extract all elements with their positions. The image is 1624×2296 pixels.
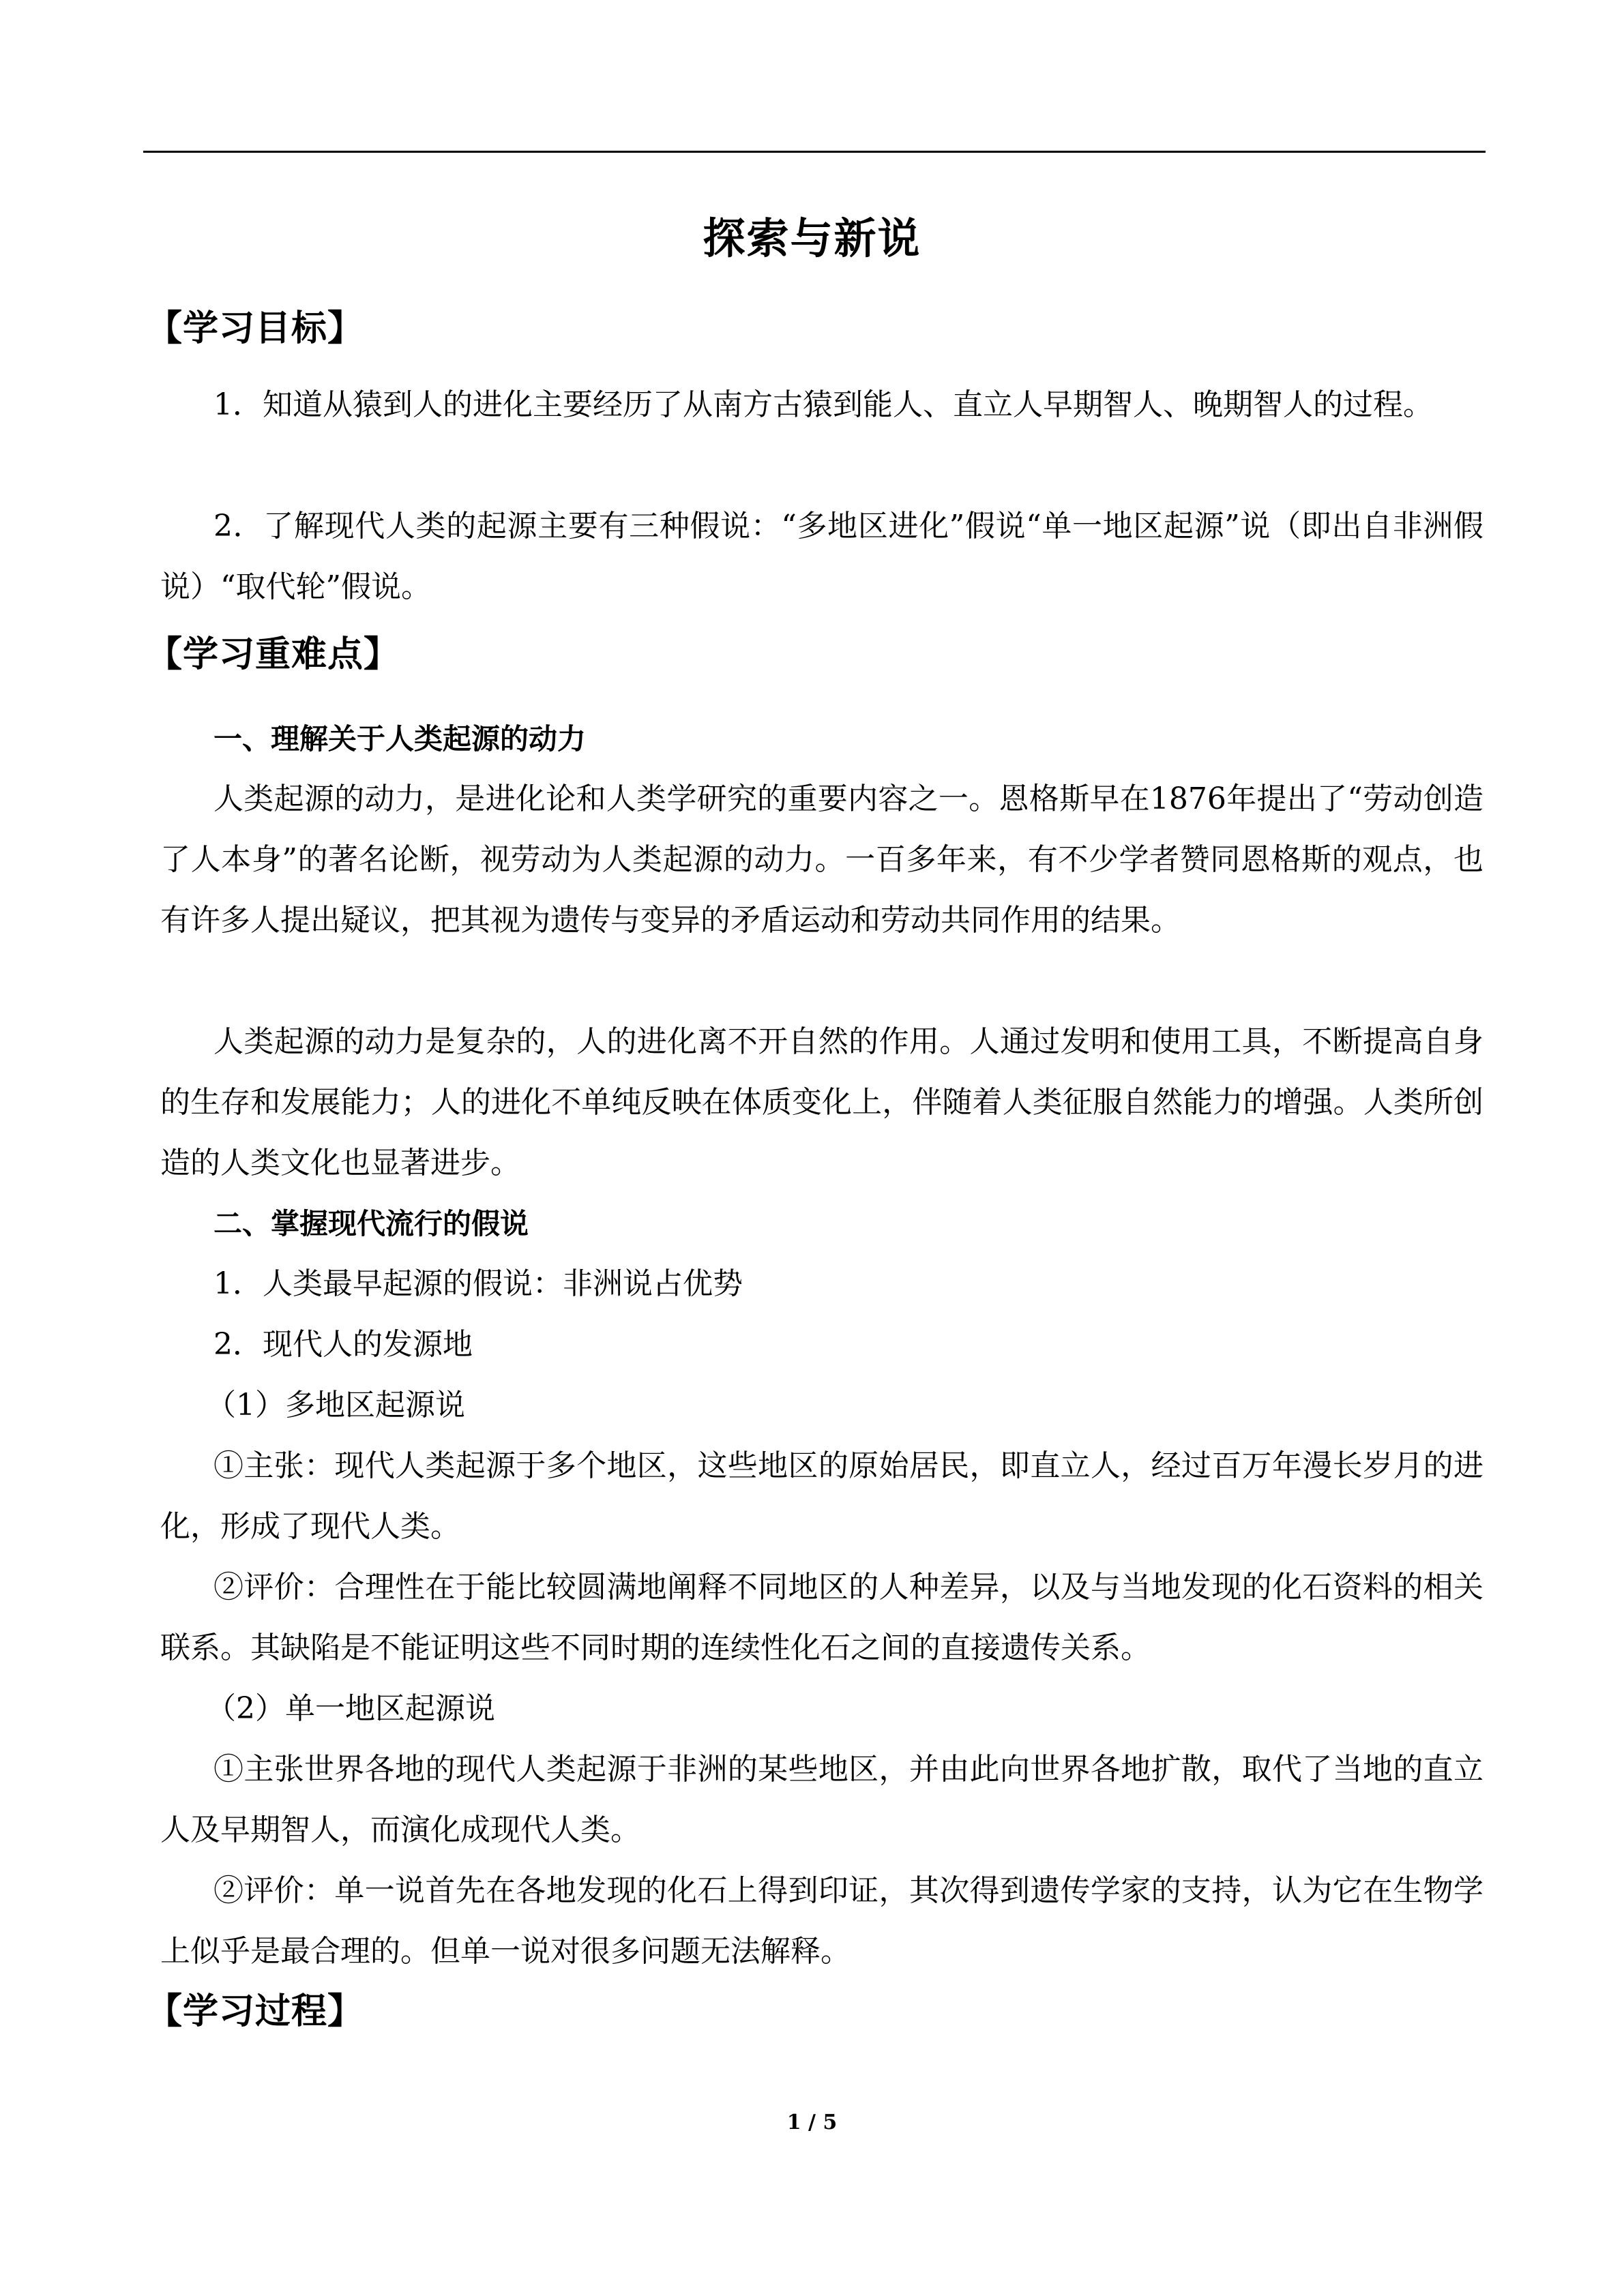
objective-paragraph-1: 1．知道从猿到人的进化主要经历了从南方古猿到能人、直立人早期智人、晚期智人的过程。	[213, 387, 1433, 422]
section-heading-objectives: 【学习目标】	[147, 308, 364, 349]
page-number: 1 / 5	[786, 2111, 838, 2134]
objective-paragraph-2: 2．了解现代人类的起源主要有三种假说：“多地区进化”假说“单一地区起源”说（即出自非洲假说）“取代轮”假说。	[160, 509, 1483, 604]
keypoint-heading-2: 二、掌握现代流行的假说	[213, 1207, 529, 1240]
multi-region-claim: ①主张：现代人类起源于多个地区，这些地区的原始居民，即直立人，经过百万年漫长岁月的进化，形成了现代人类。	[160, 1448, 1483, 1544]
keypoint-paragraph-2: 人类起源的动力是复杂的，人的进化离不开自然的作用。人通过发明和使用工具，不断提高自身的生存和发展能力；人的进化不单纯反映在体质变化上，伴随着人类征服自然能力的增强。人类所创造的人类文化也显著进步。	[160, 1024, 1483, 1180]
multi-region-evaluation: ②评价：合理性在于能比较圆满地阐释不同地区的人种差异，以及与当地发现的化石资料的相关联系。其缺陷是不能证明这些不同时期的连续性化石之间的直接遗传关系。	[160, 1570, 1483, 1665]
sub-heading-single-region: （2）单一地区起源说	[206, 1691, 495, 1726]
list-item-2: 2．现代人的发源地	[213, 1327, 473, 1362]
single-region-claim: ①主张世界各地的现代人类起源于非洲的某些地区，并由此向世界各地扩散，取代了当地的直立人及早期智人，而演化成现代人类。	[160, 1752, 1483, 1847]
header-rule	[143, 151, 1486, 153]
keypoint-heading-1: 一、理解关于人类起源的动力	[213, 722, 587, 756]
section-heading-process: 【学习过程】	[147, 1991, 364, 2032]
single-region-evaluation: ②评价：单一说首先在各地发现的化石上得到印证，其次得到遗传学家的支持，认为它在生物学上似乎是最合理的。但单一说对很多问题无法解释。	[160, 1873, 1483, 1969]
sub-heading-multi-region: （1）多地区起源说	[206, 1388, 465, 1422]
list-item-1: 1．人类最早起源的假说：非洲说占优势	[213, 1266, 743, 1301]
page-title: 探索与新说	[703, 213, 921, 263]
keypoint-paragraph-1: 人类起源的动力，是进化论和人类学研究的重要内容之一。恩格斯早在1876年提出了“劳动创造了人本身”的著名论断，视劳动为人类起源的动力。一百多年来，有不少学者赞同恩格斯的观点，也有许多人提出疑议，把其视为遗传与变异的矛盾运动和劳动共同作用的结果。	[160, 781, 1483, 938]
section-heading-keypoints: 【学习重难点】	[147, 634, 400, 675]
